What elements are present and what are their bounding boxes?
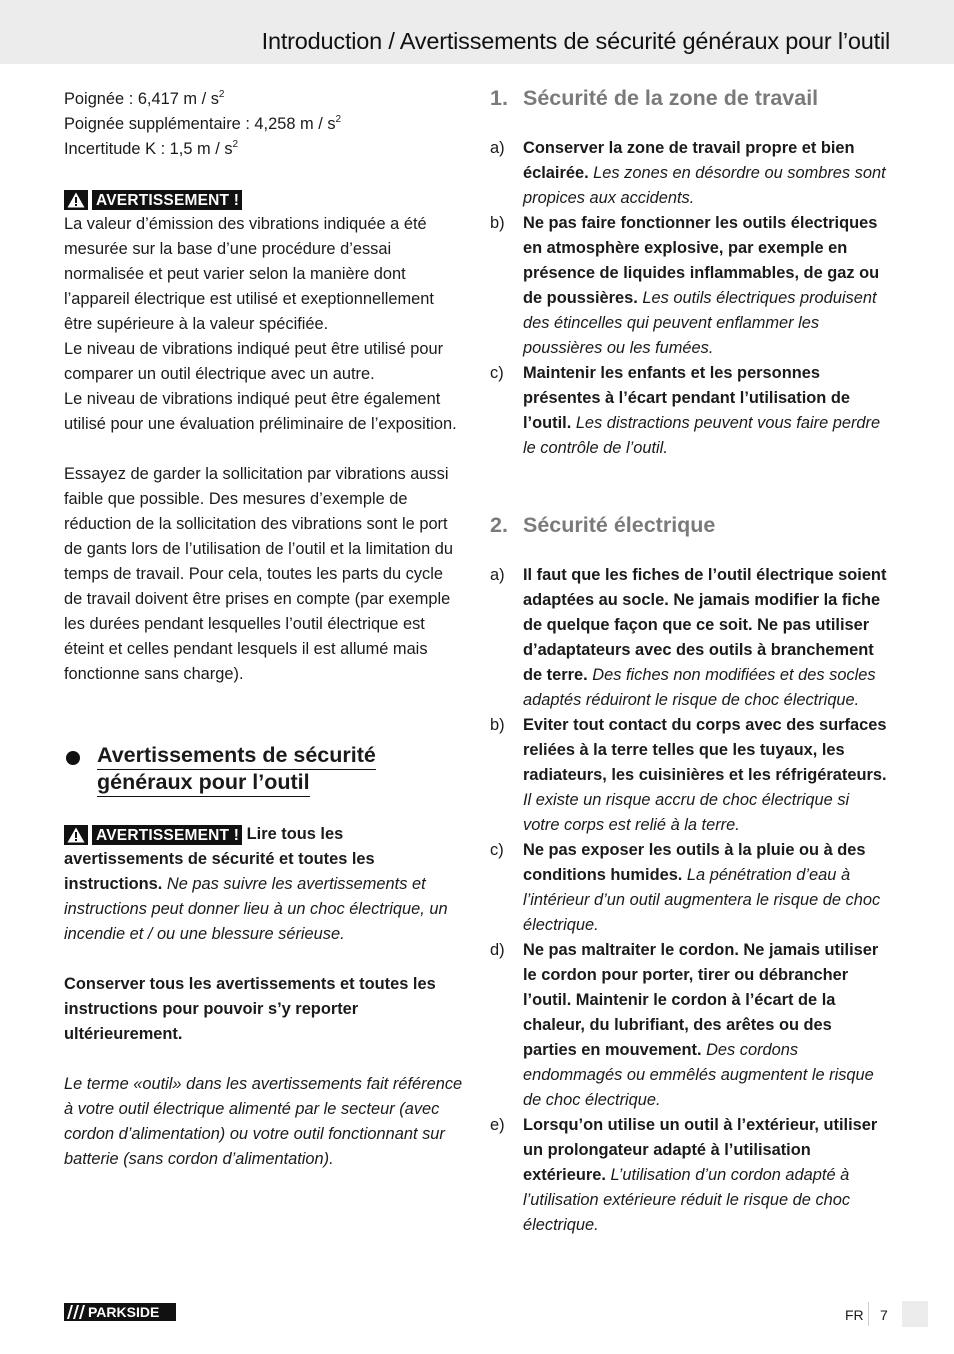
- item-explanation: La pénétration d’eau à l’intérieur d’un outil augmentera le risque de choc électrique.: [523, 866, 881, 934]
- warning-label: AVERTISSEMENT !: [92, 190, 242, 210]
- item-instruction: Maintenir les enfants et les personnes présentes à l’écart pendant l’utilisation de l’outil.: [523, 364, 850, 432]
- warning-text: Le niveau de vibrations indiqué peut être utilisé pour comparer un outil électrique avec un autre.: [64, 340, 444, 383]
- list-item: [490, 136, 890, 211]
- section1-heading: 1. Sécurité de la zone de travail: [490, 86, 819, 110]
- section-heading: [64, 743, 464, 797]
- item-label: b): [490, 214, 505, 232]
- item-label: a): [490, 566, 505, 584]
- item-explanation: L’utilisation d’un cordon adapté à l’utilisation extérieure réduit le risque de choc électrique.: [523, 1166, 851, 1234]
- parkside-logo: [64, 1303, 176, 1326]
- page-number: 7: [880, 1307, 888, 1323]
- page-tab-marker: [902, 1301, 928, 1327]
- term-note: Le terme «outil» dans les avertissements fait référence à votre outil électrique alimenté par le secteur (avec cordon d’alimentation) ou votre outil fonctionnant sur batterie (sans cordon d’alimentation).: [64, 1075, 463, 1168]
- warning-text: La valeur d’émission des vibrations indiquée a été mesurée sur la base d’une procédure d’essai normalisée et peut varier selon la manière dont l’appareil électrique est utilisé et exeptionnellement être supérieure à la valeur spécifiée.: [64, 215, 434, 333]
- vibration-uncertainty: Incertitude K : 1,5 m / $s^2$: [64, 139, 239, 158]
- list-item: [490, 838, 890, 938]
- vibration-value-aux-handle: Poignée supplémentaire : 4,258 m / $s^2$: [64, 114, 342, 133]
- vibration-reduction-text: Essayez de garder la sollicitation par vibrations aussi faible que possible. Des mesures d’exemple de réduction de la sollicitation des vibrations sont le port de gants lors de l’utilisation de l’outil et la limitation du temps de travail. Pour cela, toutes les parts du cycle de travail doivent être prises en compte (par exemple les durées pendant lesquelles l’outil électrique est éteint et celles pendant lesquels il est allumé mais fonctionne sans charge).: [64, 465, 454, 683]
- item-label: c): [490, 364, 504, 382]
- item-instruction: Il faut que les fiches de l’outil électrique soient adaptées au socle. Ne jamais modifier la fiche de quelque façon que ce soit. Ne pas utiliser d’adaptateurs avec des outils à branchement de terre.: [523, 566, 887, 684]
- item-instruction: Lorsqu’on utilise un outil à l’extérieur, utiliser un prolongateur adapté à l’utilisation extérieure.: [523, 1116, 878, 1184]
- section2-heading: 2. Sécurité électrique: [490, 513, 716, 537]
- right-column: [490, 84, 890, 1238]
- item-explanation: Des cordons endommagés ou emmêlés augmentent le risque de choc électrique.: [523, 1041, 874, 1109]
- list-item: [490, 938, 890, 1113]
- item-instruction: Conserver la zone de travail propre et bien éclairée.: [523, 139, 855, 182]
- warning-triangle-icon: [64, 190, 88, 210]
- section-heading-line1: Avertissements de sécurité: [97, 743, 376, 770]
- list-item: [490, 563, 890, 713]
- list-item: [490, 211, 890, 361]
- warning-badge: [64, 187, 464, 212]
- item-explanation: Les zones en désordre ou sombres sont propices aux accidents.: [523, 164, 886, 207]
- section-heading-line2: généraux pour l’outil: [97, 770, 310, 797]
- footer-divider: [868, 1302, 869, 1326]
- item-instruction: Ne pas exposer les outils à la pluie ou à des conditions humides.: [523, 841, 866, 884]
- warning-triangle-icon: [64, 825, 88, 845]
- list-item: [490, 361, 890, 461]
- item-explanation: Les distractions peuvent vous faire perdre le contrôle de l’outil.: [523, 414, 881, 457]
- item-instruction: Ne pas maltraiter le cordon. Ne jamais utiliser le cordon pour porter, tirer ou débrancher l’outil. Maintenir le cordon à l’écart de la chaleur, du lubrifiant, des arêtes ou des parties en mouvement.: [523, 941, 879, 1059]
- item-label: d): [490, 941, 505, 959]
- brand-name: PARKSIDE: [88, 1304, 160, 1320]
- vibration-value-handle: Poignée : 6,417 m / $s^2$: [64, 89, 225, 108]
- list-item: [490, 713, 890, 838]
- language-code: FR: [845, 1307, 864, 1323]
- item-label: c): [490, 841, 504, 859]
- item-explanation: Les outils électriques produisent des étincelles qui peuvent enflammer les poussières ou les fumées.: [523, 289, 877, 357]
- warning-instructions: AVERTISSEMENT ! Lire tous les avertissements de sécurité et toutes les instructions. Ne pas suivre les avertissements et instructions peut donner lieu à un choc électrique, un incendie et / ou une blessure sérieuse.: [64, 825, 448, 943]
- warning-text: Le niveau de vibrations indiqué peut être également utilisé pour une évaluation préliminaire de l’exposition.: [64, 390, 457, 433]
- page-header-title: Introduction / Avertissements de sécurité généraux pour l’outil: [261, 28, 890, 54]
- warning-label: AVERTISSEMENT !: [92, 825, 242, 845]
- item-instruction: Ne pas faire fonctionner les outils électriques en atmosphère explosive, par exemple en présence de liquides inflammables, de gaz ou de poussières.: [523, 214, 880, 307]
- item-label: b): [490, 716, 505, 734]
- list-item: [490, 1113, 890, 1238]
- item-explanation: Il existe un risque accru de choc électrique si votre corps est relié à la terre.: [523, 791, 850, 834]
- item-instruction: Eviter tout contact du corps avec des surfaces reliées à la terre telles que les tuyaux, les radiateurs, les cuisinières et les réfrigérateurs.: [523, 716, 887, 784]
- keep-instructions: Conserver tous les avertissements et toutes les instructions pour pouvoir s’y reporter ultérieurement.: [64, 975, 436, 1043]
- left-column: [64, 87, 464, 1172]
- item-label: e): [490, 1116, 505, 1134]
- item-explanation: Des fiches non modifiées et des socles adaptés réduiront le risque de choc électrique.: [523, 666, 876, 709]
- item-label: a): [490, 139, 505, 157]
- bullet-icon: [66, 751, 80, 765]
